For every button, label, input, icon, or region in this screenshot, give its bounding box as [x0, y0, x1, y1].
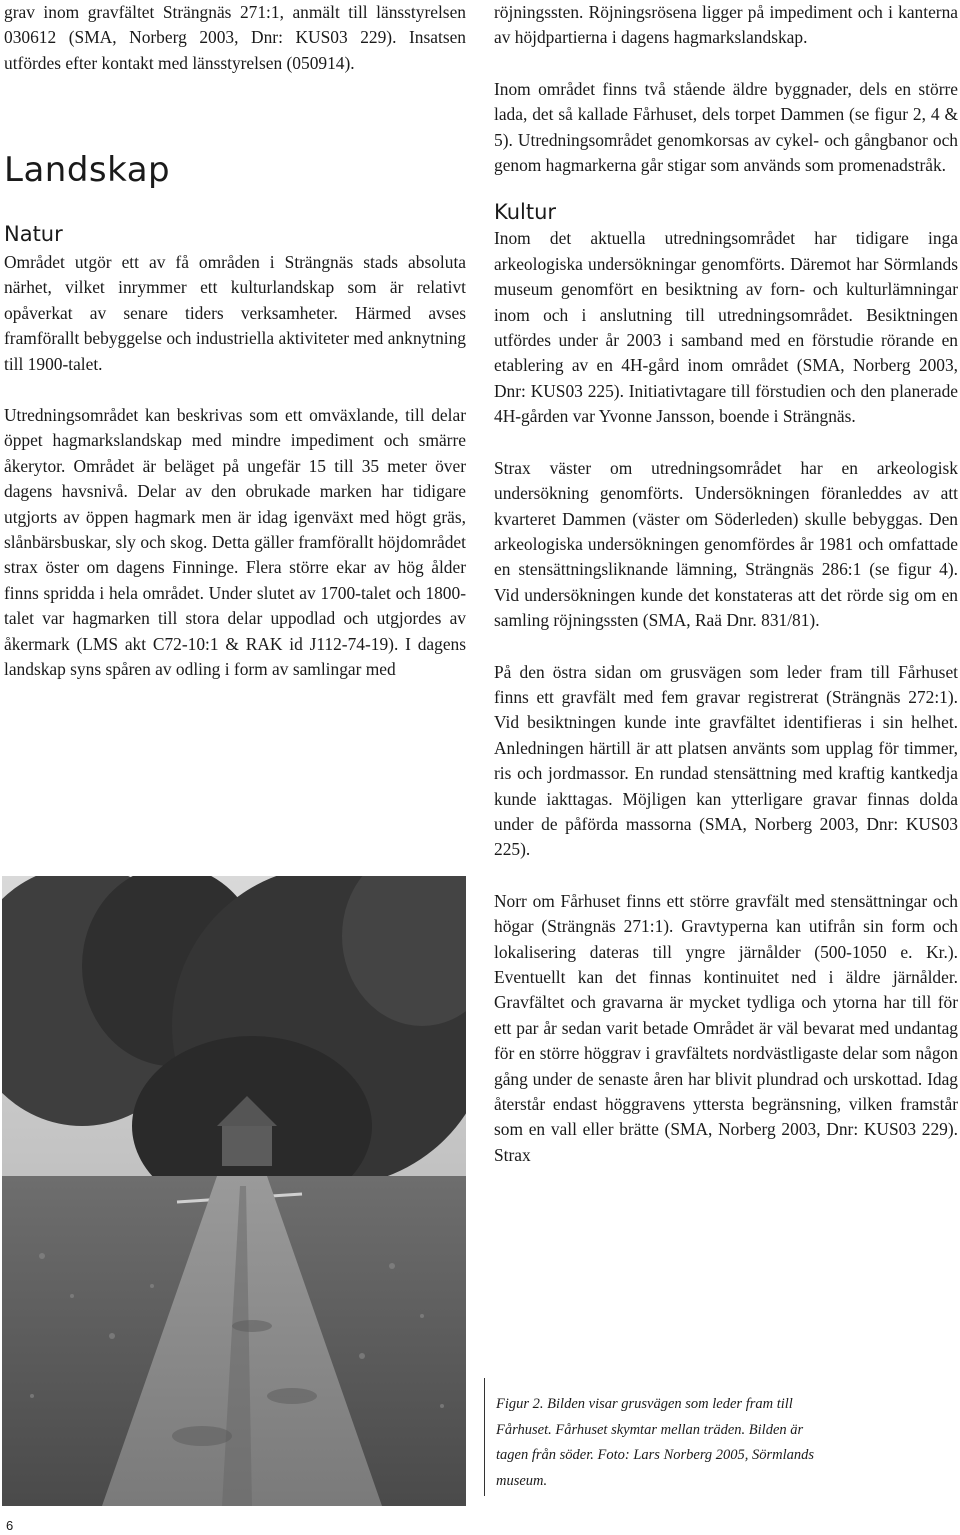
- page-number: 6: [6, 1518, 14, 1533]
- kultur-paragraph-1: Inom det aktuella utredningsområdet har tidigare inga arkeologiska undersökningar genomförts. Däremot har Sörmlands museum genomfört en besiktning av forn- och kulturlämningar inom och i anslutning till utredningsområdet. Besiktningen utfördes under år 2003 i samband med en förstudie rörande en etablering av en 4H-gård inom området (SMA, Norberg 2003, Dnr: KUS03 225). Initiativtagare till förstudien och den planerade 4H-gården var Yvonne Jansson, boende i Strängnäs.: [494, 228, 958, 427]
- right-paragraph-2: Inom området finns två stående äldre byggnader, dels en större lada, det så kallade Fårhuset, dels torpet Dammen (se figur 2, 4 & 5). Utredningsområdet genomkorsas av cykel- och gångbanor och genom hagmarkerna går stigar som används som promenadstråk.: [494, 78, 958, 176]
- section-heading: Landskap: [4, 150, 171, 190]
- left-column: [4, 0, 466, 76]
- subheading-kultur: Kultur: [494, 200, 557, 225]
- kultur-paragraph-3: På den östra sidan om grusvägen som leder fram till Fårhuset finns ett gravfält med fem gravar registrerat (Strängnäs 272:1). Vid besiktningen kunde inte gravfältet identifieras i sin helhet. Anledningen härtill är att platsen använts som upplag för timmer, ris och jordmassor. En rundad stensättning med kraftig kantkedja kunde iakttagas. Möjligen kan ytterligare gravar finnas dolda under de påförda massorna (SMA, Norberg 2003, Dnr: KUS03 225).: [494, 661, 958, 860]
- caption-rule: [484, 1378, 485, 1496]
- figure-photo: [2, 876, 466, 1506]
- gravel-road-photo: [2, 876, 466, 1506]
- kultur-paragraph-4: Norr om Fårhuset finns ett större gravfält med stensättningar och högar (Strängnäs 271:1). Gravtyperna kan utifrån sin form och lokalisering dateras till yngre järnålder (500-1050 e. Kr.). Eventuellt kan det finnas kontinuitet ned i äldre järnålder. Gravfältet och gravarna är mycket tydliga och ytorna har till för ett par år sedan varit betade Området är väl bevarat med undantag för en större höggrav i gravfältets nordvästligaste delar som någon gång under de senaste åren har blivit plundrad och urskottad. Idag återstår endast höggravens yttersta begränsning, vilken framstår som en vall eller brätte (SMA, Norberg 2003, Dnr: KUS03 229). Strax: [494, 890, 958, 1165]
- natur-body: [4, 250, 466, 683]
- kultur-paragraph-2: Strax väster om utredningsområdet har en arkeologisk undersökning genomförts. Undersökningen föranleddes av att kvarteret Dammen (väster om Söderleden) skulle bebyggas. Den arkeologiska undersökningen genomfördes år 1981 och omfattade en stensättningsliknande lämning, Strängnäs 286:1 (se figur 4). Vid undersökningen kunde det konstateras att det rörde sig om en samling röjningssten (SMA, Raä Dnr. 831/81).: [494, 457, 958, 631]
- natur-paragraph-2: Utredningsområdet kan beskrivas som ett omväxlande, till delar öppet hagmarkslandskap med mindre impediment och smärre åkerytor. Området är beläget på ungefär 15 till 35 meter över dagens havsnivå. Delar av den obrukade marken har tidigare utgjorts av öppen hagmark men är idag igenväxt med högt gräs, slånbärsbuskar, sly och skog. Detta gäller framförallt höjdområdet strax öster om dagens Finninge. Flera större ekar av hög ålder finns spridda i hela området. Under slutet av 1700-talet och 1800-talet var hagmarken till stora delar uppodlad och utgjordes av åkermark (LMS akt C72-10:1 & RAK id J112-74-19). I dagens landskap syns spåren av odling i form av samlingar med: [4, 405, 466, 680]
- subheading-natur: Natur: [4, 222, 63, 246]
- intro-paragraph: grav inom gravfältet Strängnäs 271:1, anmält till länsstyrelsen 030612 (SMA, Norberg 2003, Dnr: KUS03 229). Insatsen utfördes efter kontakt med länsstyrelsen (050914).: [4, 2, 466, 73]
- figure-caption: Figur 2. Bilden visar grusvägen som leder fram till Fårhuset. Fårhuset skymtar mellan träden. Bilden är tagen från söder. Foto: Lars Norberg 2005, Sörmlands museum.: [496, 1396, 815, 1489]
- natur-paragraph-1: Området utgör ett av få områden i Strängnäs stads absoluta närhet, vilket inrymmer ett kulturlandskap som är relativt opåverkat av senare tiders verksamheter. Härmed avses framförallt bebyggelse och industriella aktiviteter med anknytning till 1900-talet.: [4, 252, 466, 374]
- right-column: [494, 0, 958, 1168]
- right-paragraph-1: röjningssten. Röjningsrösena ligger på impediment och i kanterna av höjdpartierna i dagens hagmarkslandskap.: [494, 2, 958, 48]
